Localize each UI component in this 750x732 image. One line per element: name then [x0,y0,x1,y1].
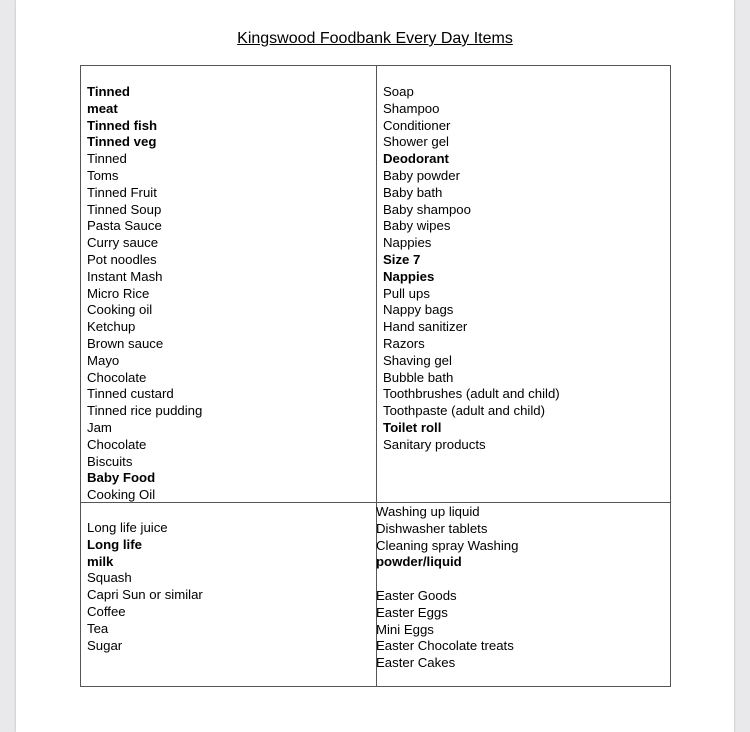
list-item: Tinned Fruit [87,184,157,200]
list-item: Jam [87,419,112,435]
list-item: Instant Mash [87,268,163,284]
list-item: Chocolate [87,436,147,452]
list-item: Conditioner [383,117,451,133]
list-item: Pull ups [383,285,430,301]
list-item: Toms [87,167,119,183]
list-item: Hand sanitizer [383,319,468,335]
list-item: Tinned veg [87,134,157,150]
list-item [376,571,518,588]
list-item: Easter Goods [376,587,457,603]
list-item: Shaving gel [383,352,452,368]
list-item: Cooking oil [87,302,153,318]
items-table [80,65,671,687]
list-item: Cleaning spray Washing [376,537,519,553]
list-item: Capri Sun or similar [87,587,203,603]
list-item: Curry sauce [87,235,159,251]
list-item: Tinned custard [87,386,174,402]
list-item: Razors [383,335,425,351]
list-item: Easter Cakes [376,655,456,671]
list-item: Dishwasher tablets [376,520,488,536]
list-item: Ketchup [87,319,136,335]
list-item: Tinned fish [87,117,158,133]
list-item: Sugar [87,637,123,653]
list-item: Cooking Oil [87,487,156,503]
list-item: Squash [87,570,132,586]
list-item: Sanitary products [383,436,486,452]
list-item: Nappies [383,235,432,251]
cell-bottom-left [87,520,203,654]
cell-bottom-right [376,504,518,672]
list-item: powder/liquid [376,554,462,570]
list-item: Tinned [87,151,127,167]
list-item: Mini Eggs [376,621,434,637]
list-item: Pasta Sauce [87,218,162,234]
list-item: Baby shampoo [383,201,471,217]
list-item: Pot noodles [87,251,157,267]
list-item: Deodorant [383,151,449,167]
page-title: Kingswood Foodbank Every Day Items [237,30,513,47]
list-item: Long life [87,536,142,552]
list-item: Chocolate [87,369,147,385]
list-item: Baby Food [87,470,156,486]
list-item: Toothpaste (adult and child) [383,403,546,419]
list-item: meat [87,100,118,116]
list-item: Shower gel [383,134,449,150]
list-item: Baby powder [383,167,460,183]
list-item: Brown sauce [87,335,164,351]
list-item: Shampoo [383,100,440,116]
cell-top-left [87,84,202,504]
list-item: Tinned [87,84,130,99]
list-item: Washing up liquid [376,504,480,519]
list-item: Long life juice [87,520,168,535]
list-item: milk [87,553,114,569]
list-item: Tea [87,620,109,636]
list-item: Baby bath [383,184,443,200]
list-item: Nappy bags [383,302,454,318]
list-item: Mayo [87,352,120,368]
list-item: Micro Rice [87,285,150,301]
list-item: Toothbrushes (adult and child) [383,386,560,402]
list-item: Tinned rice pudding [87,403,203,419]
list-item: Coffee [87,603,126,619]
list-item: Size 7 [383,251,421,267]
list-item: Toilet roll [383,419,442,435]
list-item: Easter Chocolate treats [376,638,514,654]
cell-top-right [383,84,560,454]
list-item: Tinned Soup [87,201,162,217]
list-item: Baby wipes [383,218,451,234]
list-item: Easter Eggs [376,604,448,620]
list-item: Nappies [383,268,435,284]
list-item: Soap [383,84,414,99]
list-item: Biscuits [87,453,133,469]
list-item: Bubble bath [383,369,454,385]
